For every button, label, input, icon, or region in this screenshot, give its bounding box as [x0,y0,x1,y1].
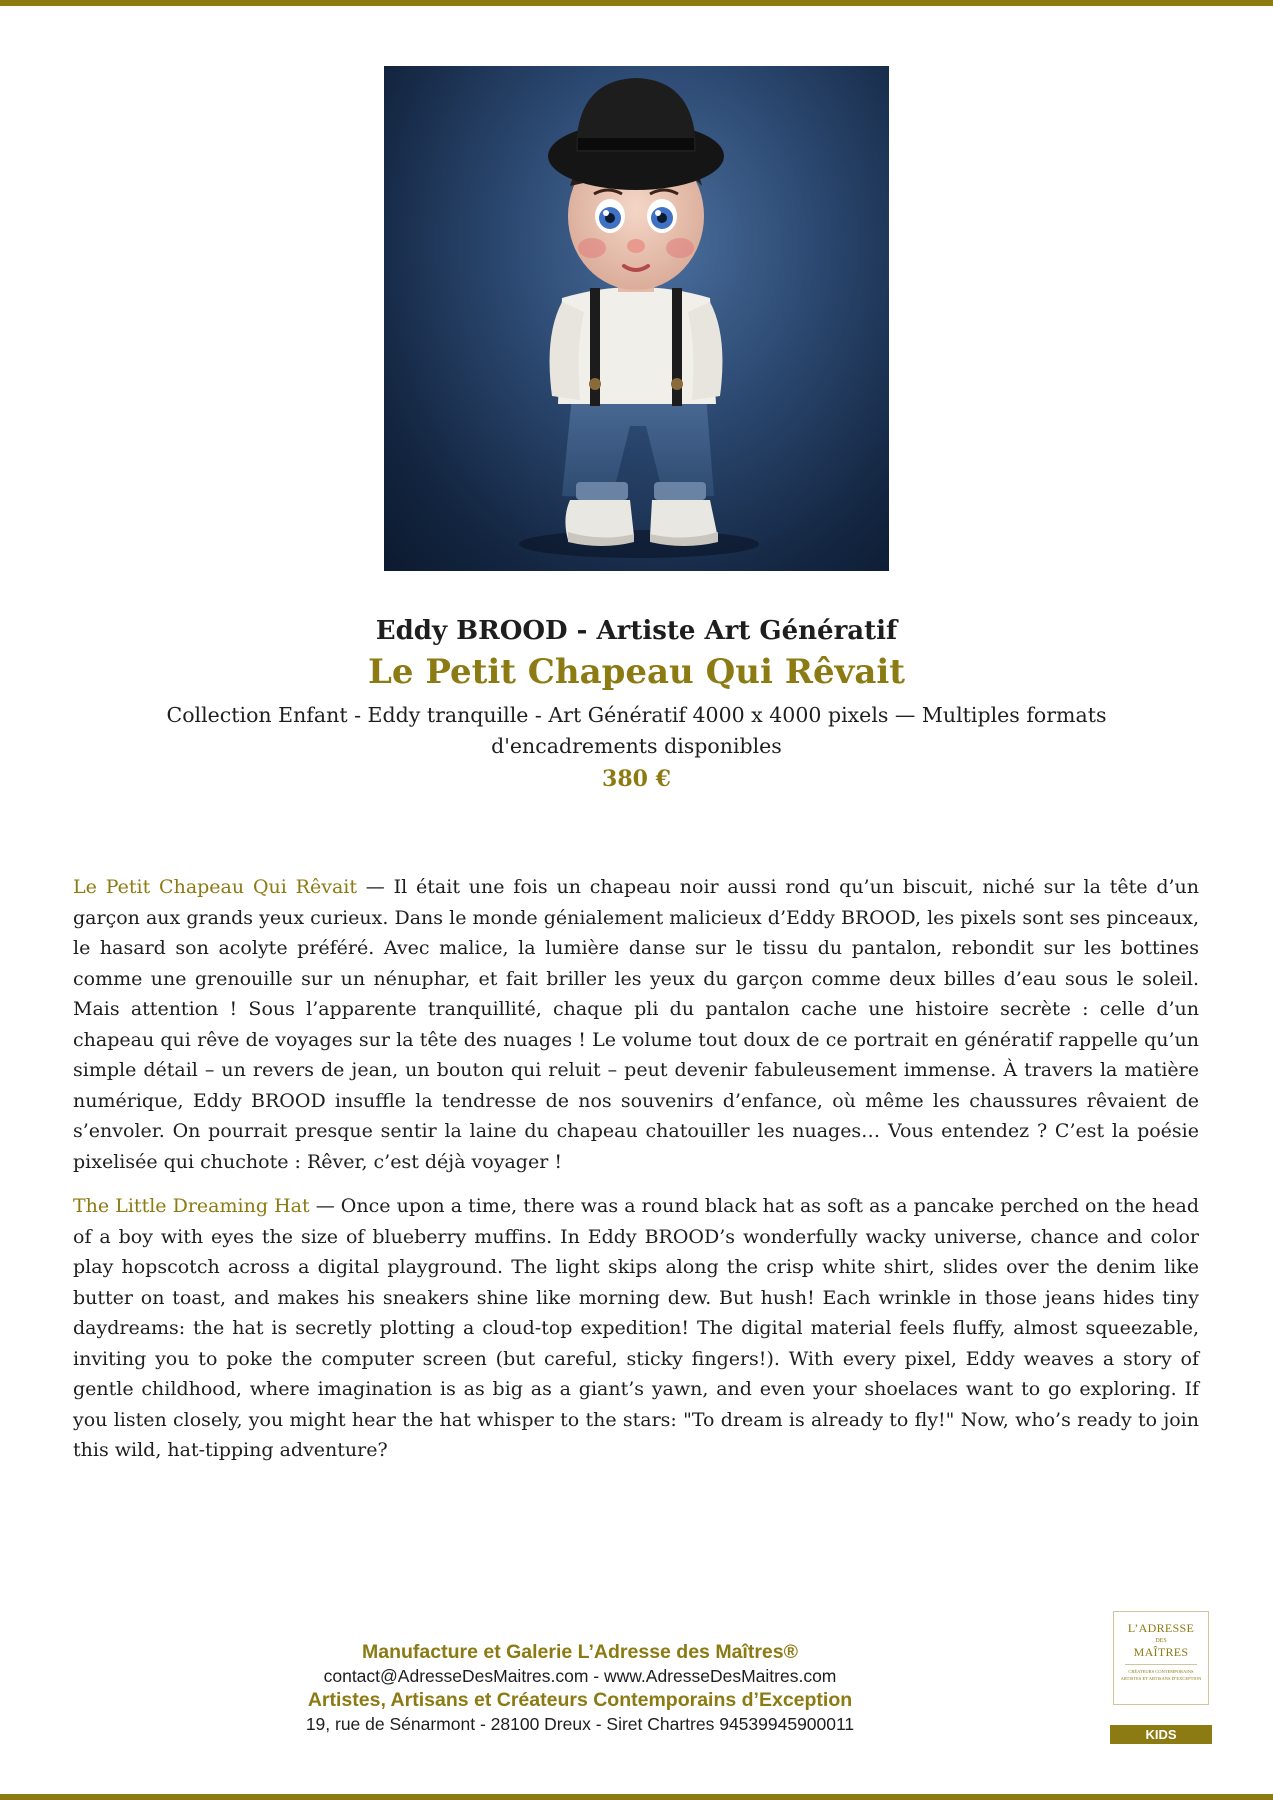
description-french-lead: Le Petit Chapeau Qui Rêvait [73,876,357,898]
logo-line-2: DES [1155,1638,1167,1644]
kids-badge: KIDS [1110,1725,1212,1744]
artwork-price: 380 € [602,766,671,792]
logo-line-4: CRÉATEURS CONTEMPORAINS ARTISTES ET ARTISANS D’EXCEPTION [1120,1669,1202,1681]
description-english-text: — Once upon a time, there was a round black hat as soft as a pancake perched on the head of a boy with eyes the size of blueberry muffins. In Eddy BROOD’s wonderfully wacky universe, chance and color play hopscotch across a digital playground. The light skips along the crisp white shirt, slides over the denim like butter on toast, and makes his sneakers shine like morning dew. But hush! Each wrinkle in those jeans hides tiny daydreams: the hat is secretly plotting a cloud-top expedition! The digital material feels fluffy, almost squeezable, inviting you to poke the computer screen (but careful, sticky fingers!). With every pixel, Eddy weaves a story of gentle childhood, where imagination is as big as a giant’s yawn, and even your shoelaces want to go exploring. If you listen closely, you might hear the hat whisper to the stars: "To dream is already to fly!" Now, who’s ready to join this wild, hat-tipping adventure? [73,1195,1199,1461]
description-french-text: — Il était une fois un chapeau noir aussi rond qu’un biscuit, niché sur la tête d’un garçon aux grands yeux curieux. Dans le monde génialement malicieux d’Eddy BROOD, les pixels sont ses pinceaux, le hasard son acolyte préféré. Avec malice, la lumière danse sur le tissu du pantalon, rebondit sur les bottines comme une grenouille sur un nénuphar, et fait briller les yeux du garçon comme deux billes d’eau sous le soleil. Mais attention ! Sous l’apparente tranquillité, chaque pli du pantalon cache une histoire secrète : celle d’un chapeau qui rêve de voyages sur la tête des nuages ! Le volume tout doux de ce portrait en génératif rappelle qu’un simple détail – un revers de jean, un bouton qui reluit – peut devenir fabuleusement immense. À travers la matière numérique, Eddy BROOD insuffle la tendresse de nos souvenirs d’enfance, où même les chaussures rêvaient de s’envoler. On pourrait presque sentir la laine du chapeau chatouiller les nuages… Vous entendez ? C’est la poésie pixelisée qui chuchote : Rêver, c’est déjà voyager ! [73,876,1199,1173]
artwork-image [384,66,889,571]
logo-line-1: L’ADRESSE [1127,1621,1195,1635]
boy-with-hat-illustration [384,66,889,571]
top-border [0,0,1273,6]
artist-name: Eddy BROOD - Artiste Art Génératif [375,616,898,646]
footer-company: Manufacture et Galerie L’Adresse des Maîtres® [362,1641,798,1663]
logo-divider [1125,1664,1197,1665]
artwork-title: Le Petit Chapeau Qui Rêvait [367,652,905,692]
description-english [73,1191,1199,1466]
footer-contact: contact@AdresseDesMaitres.com - www.AdresseDesMaitres.com [323,1666,837,1686]
artwork-subtitle: Collection Enfant - Eddy tranquille - Art Génératif 4000 x 4000 pixels — Multiples formats d'encadrements disponibles [166,703,1107,758]
footer-address: 19, rue de Sénarmont - 28100 Dreux - Siret Chartres 94539945900011 [305,1714,855,1734]
description-english-lead: The Little Dreaming Hat [73,1195,310,1217]
footer-tagline: Artistes, Artisans et Créateurs Contemporains d’Exception [307,1689,853,1711]
bottom-border [0,1794,1273,1800]
gallery-logo [1113,1611,1209,1705]
logo-line-3: MAÎTRES [1133,1645,1189,1659]
description-french [73,872,1199,1177]
artwork-header [70,614,1203,794]
description [73,872,1199,1480]
footer [300,1640,860,1736]
